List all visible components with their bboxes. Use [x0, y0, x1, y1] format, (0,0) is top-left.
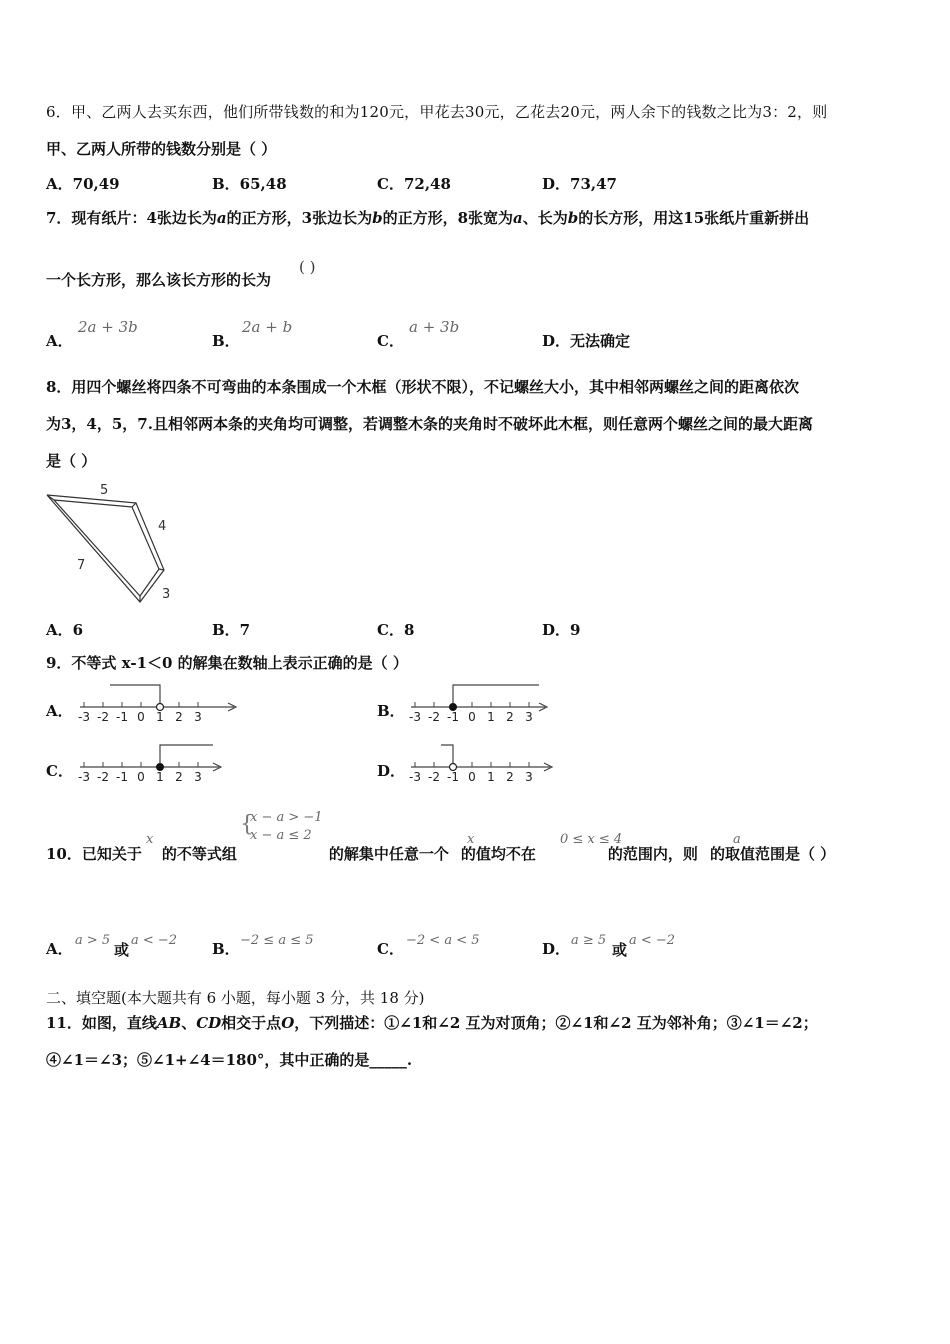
q9-stem: 9．不等式 x-1＜0 的解集在数轴上表示正确的是（ ） [46, 654, 408, 672]
frame-label-4: 4 [158, 519, 167, 534]
q10-var-x-2: x [467, 832, 475, 847]
q9-number-line-b [401, 682, 551, 734]
solution-ray [110, 685, 160, 707]
q7-option-d: D．无法确定 [542, 332, 631, 350]
axis-tick-label: -1 [447, 770, 459, 784]
q7-option-c-math: a + 3b [409, 318, 460, 336]
q10-var-a: a [733, 832, 741, 847]
axis-tick-label: 1 [156, 770, 164, 784]
q9-option-a-label: A． [46, 702, 73, 720]
q10-option-a-math-2: a < −2 [131, 933, 178, 948]
solution-ray [453, 685, 539, 707]
q10-var-x-1: x [146, 832, 154, 847]
axis-tick-label: 2 [506, 710, 514, 724]
q8-option-d: D．9 [542, 621, 581, 639]
axis-tick-label: 0 [468, 770, 476, 784]
q7-option-c-label: C． [377, 332, 404, 350]
q9-number-line-a [70, 682, 240, 734]
q8-option-c: C．8 [377, 621, 415, 639]
q10-option-b-label: B． [212, 940, 240, 958]
axis-tick-label: 3 [194, 770, 202, 784]
axis-tick-label: -1 [116, 710, 128, 724]
q11-line2: ④∠1＝∠3；⑤∠1+∠4＝180°，其中正确的是_____. [46, 1051, 413, 1069]
open-point [157, 704, 164, 711]
q10-option-b-math: −2 ≤ a ≤ 5 [240, 933, 314, 948]
q9-number-line-c [70, 742, 225, 794]
axis-tick-label: 2 [175, 770, 183, 784]
axis-tick-label: 3 [525, 770, 533, 784]
axis-tick-label: -2 [428, 770, 440, 784]
q9-option-c-label: C． [46, 762, 73, 780]
axis-tick-label: -2 [97, 770, 109, 784]
axis-tick-label: 3 [525, 710, 533, 724]
q6-option-c: C．72,48 [377, 175, 451, 193]
axis-tick-label: -1 [116, 770, 128, 784]
frame-label-3: 3 [162, 587, 171, 602]
q11-line1: 11．如图，直线AB、CD相交于点O，下列描述：①∠1和∠2 互为对顶角；②∠1和∠2 互为邻补角；③∠1＝∠2； [46, 1014, 818, 1032]
q10-option-c-math: −2 < a < 5 [406, 933, 480, 948]
frame-label-7: 7 [77, 558, 86, 573]
axis-tick-label: 2 [506, 770, 514, 784]
q7-line2: 一个长方形，那么该长方形的长为 [46, 271, 272, 289]
axis-tick-label: -3 [78, 710, 90, 724]
closed-point [450, 704, 457, 711]
q10-option-c-label: C． [377, 940, 404, 958]
q10-option-a-or: 或 [114, 941, 130, 959]
q9-number-line-d [401, 742, 556, 794]
axis-tick-label: 2 [175, 710, 183, 724]
axis-tick-label: 0 [468, 710, 476, 724]
q10-system-ineq-1: x − a > −1 [250, 810, 323, 825]
q10-system-ineq-2: x − a ≤ 2 [250, 828, 312, 843]
q6-option-b: B．65,48 [212, 175, 287, 193]
q9-option-d-label: D． [377, 762, 406, 780]
axis-tick-label: 1 [156, 710, 164, 724]
wooden-frame-figure [44, 480, 184, 606]
axis-tick-label: 0 [137, 710, 145, 724]
q7-option-a-label: A． [46, 332, 73, 350]
q7-option-b-label: B． [212, 332, 240, 350]
axis-tick-label: 0 [137, 770, 145, 784]
open-point [450, 764, 457, 771]
q10-stem: 10．已知关于 的不等式组 的解集中任意一个 的值均不在 的范围内，则 的取值范围是（ ） [46, 845, 836, 863]
q8-line1: 8．用四个螺丝将四条不可弯曲的本条围成一个木框（形状不限），不记螺丝大小，其中相邻两螺丝之间的距离依次 [46, 378, 799, 396]
closed-point [157, 764, 164, 771]
axis-tick-label: -2 [428, 710, 440, 724]
q8-line3: 是（ ） [46, 452, 97, 470]
q7-option-b-math: 2a + b [242, 318, 293, 336]
frame-label-5: 5 [100, 483, 109, 498]
q10-option-d-math-2: a < −2 [629, 933, 676, 948]
q7-option-a-math: 2a + 3b [78, 318, 138, 336]
q10-option-d-math-1: a ≥ 5 [571, 933, 607, 948]
axis-tick-label: -3 [409, 770, 421, 784]
axis-tick-label: -1 [447, 710, 459, 724]
axis-tick-label: -3 [409, 710, 421, 724]
q10-option-a-label: A． [46, 940, 73, 958]
axis-tick-label: -3 [78, 770, 90, 784]
q6-option-a: A．70,49 [46, 175, 120, 193]
axis-tick-label: 3 [194, 710, 202, 724]
q6-line1: 6．甲、乙两人去买东西，他们所带钱数的和为120元，甲花去30元，乙花去20元，两人余下的钱数之比为3：2，则 [46, 103, 828, 121]
q8-option-b: B．7 [212, 621, 251, 639]
q8-option-a: A．6 [46, 621, 84, 639]
q6-option-d: D．73,47 [542, 175, 617, 193]
axis-tick-label: -2 [97, 710, 109, 724]
q10-option-d-or: 或 [612, 941, 628, 959]
q10-range: 0 ≤ x ≤ 4 [560, 832, 623, 847]
q6-line2: 甲、乙两人所带的钱数分别是（ ） [46, 140, 277, 158]
section2-title: 二、填空题(本大题共有 6 小题，每小题 3 分，共 18 分) [46, 989, 425, 1007]
q7-line1: 7．现有纸片：4张边长为a的正方形，3张边长为b的正方形，8张宽为a、长为b的长方形，用这15张纸片重新拼出 [46, 209, 810, 227]
axis-tick-label: 1 [487, 770, 495, 784]
axis-tick-label: 1 [487, 710, 495, 724]
q10-option-a-math-1: a > 5 [75, 933, 111, 948]
solution-ray [160, 745, 213, 767]
q7-paren: ( ) [299, 258, 316, 276]
q9-option-b-label: B． [377, 702, 405, 720]
q8-line2: 为3，4，5，7.且相邻两本条的夹角均可调整，若调整木条的夹角时不破坏此木框，则任意两个螺丝之间的最大距离 [46, 415, 813, 433]
q10-option-d-label: D． [542, 940, 571, 958]
